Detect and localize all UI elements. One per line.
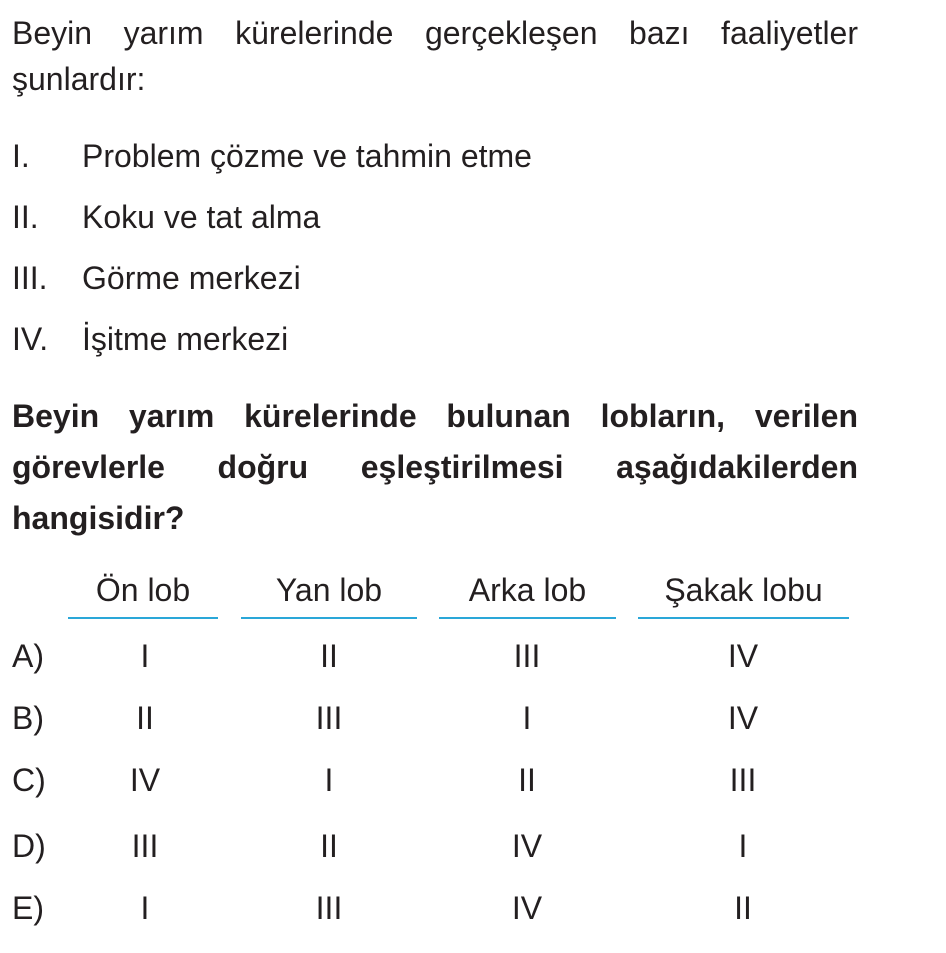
statement-numeral: III. (12, 260, 48, 296)
statement-text: Koku ve tat alma (82, 199, 321, 235)
column-underline (68, 617, 218, 619)
option-c-sakak-lobu: III (729, 762, 757, 798)
option-e-sakak-lobu: II (734, 890, 752, 926)
column-header-on-lob: Ön lob (95, 572, 191, 608)
option-b-arka-lob: I (522, 700, 532, 736)
option-d-yan-lob: II (320, 828, 338, 864)
column-underline (241, 617, 417, 619)
option-b-yan-lob: III (315, 700, 343, 736)
column-header-yan-lob: Yan lob (275, 572, 383, 608)
option-e-letter[interactable]: E) (12, 890, 44, 926)
option-d-letter[interactable]: D) (12, 828, 46, 864)
option-d-sakak-lobu: I (738, 828, 748, 864)
option-e-on-lob: I (140, 890, 150, 926)
column-underline (439, 617, 616, 619)
statement-text: Görme merkezi (82, 260, 301, 296)
option-a-on-lob: I (140, 638, 150, 674)
column-underline (638, 617, 849, 619)
option-d-arka-lob: IV (511, 828, 543, 864)
column-header-arka-lob: Arka lob (468, 572, 587, 608)
option-e-yan-lob: III (315, 890, 343, 926)
option-c-letter[interactable]: C) (12, 762, 46, 798)
statement-numeral: IV. (12, 321, 49, 357)
option-b-on-lob: II (136, 700, 154, 736)
option-c-arka-lob: II (518, 762, 536, 798)
option-a-letter[interactable]: A) (12, 638, 44, 674)
option-b-sakak-lobu: IV (727, 700, 759, 736)
question-text: Beyin yarım kürelerinde bulunan lobların, verilen görevlerle doğru eşleştirilmesi aşağıdakilerden hangisidir? (12, 398, 858, 536)
option-e-arka-lob: IV (511, 890, 543, 926)
option-b-letter[interactable]: B) (12, 700, 44, 736)
intro-text: Beyin yarım kürelerinde gerçekleşen bazı faaliyetler şunlardır: (12, 15, 858, 97)
statement-text: Problem çözme ve tahmin etme (82, 138, 532, 174)
option-a-yan-lob: II (320, 638, 338, 674)
statement-text: İşitme merkezi (82, 321, 289, 357)
option-d-on-lob: III (131, 828, 159, 864)
column-header-sakak-lobu: Şakak lobu (664, 572, 823, 608)
statement-numeral: I. (12, 138, 30, 174)
statement-numeral: II. (12, 199, 39, 235)
option-c-yan-lob: I (324, 762, 334, 798)
option-c-on-lob: IV (129, 762, 161, 798)
option-a-arka-lob: III (513, 638, 541, 674)
option-a-sakak-lobu: IV (727, 638, 759, 674)
